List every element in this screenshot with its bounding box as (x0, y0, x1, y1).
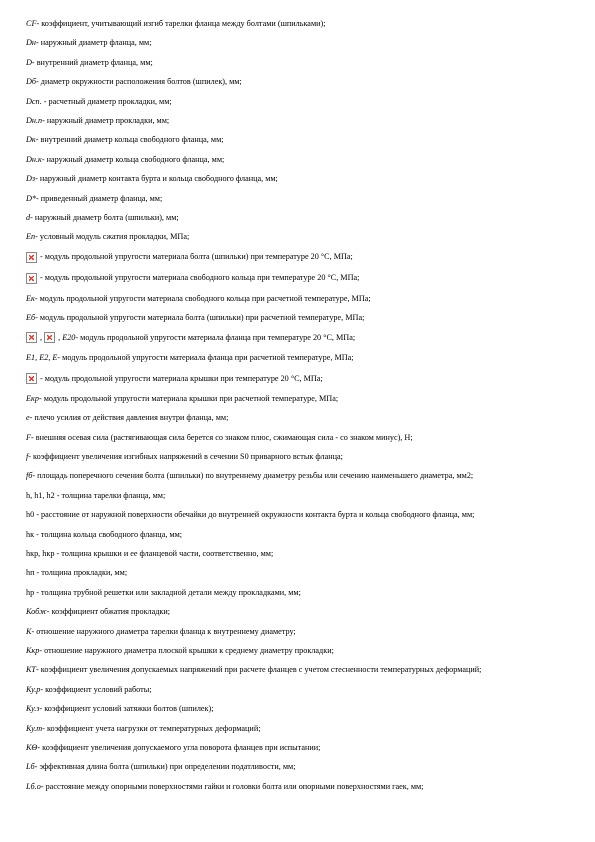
definition-text: - коэффициент учета нагрузки от температурных деформаций; (42, 723, 261, 733)
definition-text: - эффективная длина болта (шпильки) при определении податливости, мм; (34, 762, 296, 772)
definition-text: - коэффициент условий затяжки болтов (шпилек); (39, 704, 214, 714)
definition-h0 (26, 505, 586, 524)
symbol: Lб.о (26, 781, 41, 791)
definition-ek (26, 289, 586, 308)
definition-f-force (26, 428, 586, 447)
definition-text: - коэффициент, учитывающий изгиб тарелки фланца между болтами (шпильками); (36, 19, 326, 28)
definition-text: - расстояние между опорными поверхностями гайки и головки болта или опорными поверхностями гаек, мм; (40, 781, 424, 791)
definition-kt (26, 660, 586, 679)
definition-ep (26, 227, 586, 246)
definition-kkr (26, 641, 586, 660)
definition-text: - отношение наружного диаметра тарелки фланца к внутреннему диаметру; (31, 626, 296, 636)
symbol: Ку.т (26, 723, 43, 733)
symbol: Кобж (26, 607, 47, 617)
definition-text: - условный модуль сжатия прокладки, МПа; (35, 232, 190, 242)
definition-fb (26, 466, 586, 485)
definition-text: hк - толщина кольца свободного фланца, мм; (26, 529, 183, 539)
symbol: Ек (26, 293, 35, 303)
definition-cf (26, 14, 586, 33)
symbol: Ккр (26, 645, 40, 655)
document-page (26, 14, 586, 796)
definition-text: hр - толщина трубной решетки или закладной детали между прокладками, мм; (26, 587, 301, 597)
definition-text: - внутренний диаметр кольца свободного фланца, мм; (35, 135, 224, 145)
definition-text: - коэффициент увеличения изгибных напряжений в сечении S0 приварного встык фланца; (28, 452, 343, 462)
definition-kur (26, 680, 586, 699)
definition-text: - модуль продольной упругости материала фланца при расчетной температуре, МПа; (57, 353, 354, 363)
broken-image-icon (44, 332, 55, 343)
definition-text: - модуль продольной упругости материала свободного кольца при температуре 20 °С, МПа; (40, 273, 360, 283)
symbol: E20 (62, 333, 76, 343)
definition-e (26, 408, 586, 427)
definition-text: - наружный диаметр болта (шпильки), мм; (30, 212, 179, 222)
symbol: D (26, 57, 32, 67)
definition-text: - внешняя осевая сила (растягивающая сила берется со знаком плюс, сжимающая сила - со знаком минус), Н; (31, 432, 413, 442)
symbol: Ку.р (26, 684, 41, 694)
definition-text: - наружный диаметр фланца, мм; (35, 38, 152, 48)
definition-text: - модуль продольной упругости материала крышки при температуре 20 °С, МПа; (40, 373, 323, 383)
symbol: D* (26, 193, 37, 203)
definition-text: - наружный диаметр прокладки, мм; (42, 115, 170, 125)
definition-ek20 (26, 268, 586, 289)
definition-kuz (26, 699, 586, 718)
definition-hkr (26, 544, 586, 563)
definition-text: - внутренний диаметр фланца, мм; (31, 57, 153, 67)
symbol: Dн.п (26, 115, 43, 125)
definition-eb20 (26, 247, 586, 268)
definition-lb (26, 757, 586, 776)
definition-text: hп - толщина прокладки, мм; (26, 568, 128, 578)
definition-text: hкр, hкр - толщина крышки и ее фланцевой части, соответственно, мм; (26, 548, 274, 558)
definition-text: - модуль продольной упругости материала болта (шпильки) при температуре 20 °С, МПа; (40, 252, 353, 262)
definition-text: - диаметр окружности расположения болтов (шпилек), мм; (36, 77, 242, 87)
symbol: КΘ (26, 742, 38, 752)
definition-h (26, 486, 586, 505)
symbol: d (26, 212, 31, 222)
definition-kobzh (26, 602, 586, 621)
symbol: Dсп (26, 96, 40, 106)
separator: , (58, 333, 63, 343)
definition-d-bolt (26, 208, 586, 227)
definition-dnk (26, 150, 586, 169)
broken-image-icon (26, 273, 37, 284)
definition-db (26, 72, 586, 91)
symbol: Dн.к (26, 154, 42, 164)
definition-dk (26, 130, 586, 149)
definition-e20 (26, 327, 586, 348)
symbol: E1, Е2, Е (26, 353, 58, 363)
broken-image-icon (26, 252, 37, 263)
symbol: Екр (26, 393, 39, 403)
definition-lbo (26, 777, 586, 796)
definition-dnp (26, 111, 586, 130)
definition-dz (26, 169, 586, 188)
definition-hk (26, 525, 586, 544)
symbol: f (26, 452, 29, 462)
definition-text: - модуль продольной упругости материала фланца при температуре 20 °С, МПа; (75, 333, 356, 343)
definition-k (26, 622, 586, 641)
symbol: Lб (26, 762, 35, 772)
separator: , (40, 333, 45, 343)
definition-text: - модуль продольной упругости материала крышки при расчетной температуре, МПа; (38, 393, 339, 403)
definition-text: - коэффициент условий работы; (40, 684, 152, 694)
symbol: Ку.з (26, 704, 40, 714)
definition-text: - площадь поперечного сечения болта (шпильки) по внутреннему диаметру резьбы или сечению наименьшего диаметра, мм2; (32, 471, 474, 481)
symbol: Dк (26, 135, 36, 145)
symbol: CF (26, 19, 37, 28)
definition-dn (26, 33, 586, 52)
definition-text: h0 - расстояние от наружной поверхности обечайки до внутренней окружности контакта бурта и кольца свободного фланца, мм; (26, 510, 475, 520)
definition-text: . - расчетный диаметр прокладки, мм; (39, 96, 172, 106)
symbol: К (26, 626, 32, 636)
definition-f-coef (26, 447, 586, 466)
definition-hr (26, 583, 586, 602)
definition-text: - наружный диаметр кольца свободного фланца, мм; (41, 154, 225, 164)
definition-text: - модуль продольной упругости материала болта (шпильки) при расчетной температуре, МПа; (35, 313, 365, 323)
definition-ktheta (26, 738, 586, 757)
definition-d (26, 53, 586, 72)
definition-text: - наружный диаметр контакта бурта и кольца свободного фланца, мм; (35, 174, 278, 184)
symbol: Еб (26, 313, 36, 323)
definition-text: - коэффициент увеличения допускаемого угла поворота фланцев при испытании; (37, 742, 321, 752)
definition-ekr20 (26, 368, 586, 389)
definition-text: h, h1, h2 - толщина тарелки фланца, мм; (26, 490, 166, 500)
definition-dstar (26, 189, 586, 208)
symbol: F (26, 432, 32, 442)
definition-text: - коэффициент увеличения допускаемых напряжений при расчете фланцев с учетом стесненности температурных деформаций; (36, 665, 482, 675)
symbol: Dн (26, 38, 36, 48)
symbol: е (26, 413, 30, 423)
definition-eb (26, 308, 586, 327)
definition-kut (26, 719, 586, 738)
definition-text: - плечо усилия от действия давления внутри фланца, мм; (29, 413, 229, 423)
definition-text: - модуль продольной упругости материала свободного кольца при расчетной температуре, МПа; (34, 293, 371, 303)
definition-dsp (26, 92, 586, 111)
symbol: Dз (26, 174, 36, 184)
definition-ekr (26, 389, 586, 408)
broken-image-icon (26, 373, 37, 384)
definition-hp (26, 563, 586, 582)
symbol: fб (26, 471, 33, 481)
definition-text: - коэффициент обжатия прокладки; (46, 607, 171, 617)
definition-text: - отношение наружного диаметра плоской крышки к среднему диаметру прокладки; (39, 645, 334, 655)
symbol: КТ (26, 665, 36, 675)
symbol: Dб (26, 77, 37, 87)
definition-text: - приведенный диаметр фланца, мм; (36, 193, 163, 203)
broken-image-icon (26, 332, 37, 343)
symbol: Еп (26, 232, 36, 242)
definition-e1-e2-e (26, 348, 586, 367)
